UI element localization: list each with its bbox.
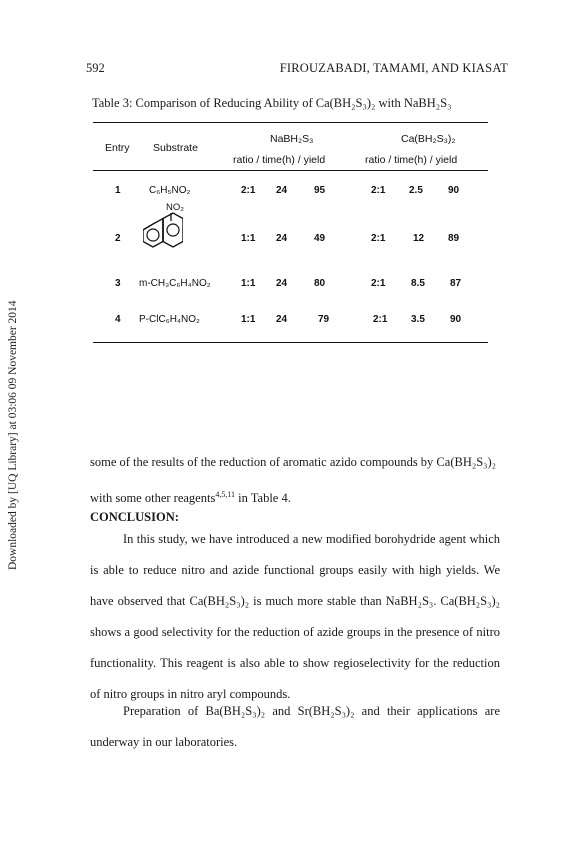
cell-a-ratio: 1:1 <box>241 233 256 244</box>
results-line-2-tail: in Table 4. <box>235 491 291 506</box>
cell-a-yield: 49 <box>314 233 326 244</box>
results-line-2 <box>90 485 500 508</box>
outlook-text: Preparation of Ba(BH₂S₃)₂ and Sr(BH₂S₃)₂ and their applications are underway in our laboratories. <box>90 704 500 749</box>
nitro-substituent-label: NO₂ <box>166 202 184 213</box>
cell-b-ratio: 2:1 <box>371 185 386 196</box>
cell-b-time: 3.5 <box>411 314 425 325</box>
cell-b-ratio: 2:1 <box>373 314 388 325</box>
table-bottom-rule <box>93 342 488 343</box>
page-number: 592 <box>86 61 105 75</box>
reference-superscript: 4,5,11 <box>215 490 236 499</box>
cell-b-time: 12 <box>413 233 425 244</box>
comparison-table <box>93 122 488 344</box>
cell-a-yield: 79 <box>318 314 330 325</box>
cell-b-ratio: 2:1 <box>371 278 386 289</box>
cell-substrate: C₆H₅NO₂ <box>149 185 191 196</box>
conclusion-paragraph <box>90 524 500 710</box>
col-substrate-header: Substrate <box>153 142 198 154</box>
col-entry-header: Entry <box>105 142 130 154</box>
cell-b-yield: 90 <box>450 314 462 325</box>
cell-a-time: 24 <box>276 185 288 196</box>
running-head: FIROUZABADI, TAMAMI, AND KIASAT <box>279 61 508 75</box>
cell-a-ratio: 1:1 <box>241 314 256 325</box>
table-header-rule <box>93 170 488 171</box>
cell-entry: 2 <box>115 233 121 244</box>
cell-substrate: P-ClC₆H₄NO₂ <box>139 314 200 325</box>
table-top-rule <box>93 122 488 123</box>
nitronaphthalene-structure <box>143 210 183 250</box>
cell-b-ratio: 2:1 <box>371 233 386 244</box>
cell-a-yield: 95 <box>314 185 326 196</box>
col-group-b-sub: ratio / time(h) / yield <box>365 154 458 166</box>
results-line-2-text: with some other reagents <box>90 491 216 506</box>
cell-entry: 4 <box>115 314 121 325</box>
results-line-1: some of the results of the reduction of aromatic azido compounds by Ca(BH₂S₃)₂ <box>90 455 497 469</box>
cell-entry: 1 <box>115 185 121 196</box>
table-caption: Table 3: Comparison of Reducing Ability of Ca(BH₂S₃)₂ with NaBH₂S₃ <box>92 96 452 110</box>
cell-a-ratio: 2:1 <box>241 185 256 196</box>
col-group-a-title: NaBH₂S₃ <box>270 133 314 145</box>
cell-substrate: m-CH₃C₆H₄NO₂ <box>139 278 211 289</box>
cell-b-time: 8.5 <box>411 278 425 289</box>
cell-a-yield: 80 <box>314 278 326 289</box>
cell-entry: 3 <box>115 278 121 289</box>
conclusion-text: In this study, we have introduced a new modified borohydride agent which is able to reduce nitro and azide functional groups easily with high yields. We have observed that Ca(BH₂S₃)₂ is much more stable than NaBH₂S₃. Ca(BH₂S₃)₂ shows a good selectivity for the reduction of azide groups in the presence of nitro functionality. This reagent is also able to show regioselectivity for the reduction of nitro groups in nitro aryl compounds. <box>90 532 500 701</box>
cell-b-yield: 90 <box>448 185 460 196</box>
cell-a-time: 24 <box>276 278 288 289</box>
cell-b-time: 2.5 <box>409 185 423 196</box>
outlook-paragraph <box>90 696 500 758</box>
cell-b-yield: 87 <box>450 278 462 289</box>
results-paragraph <box>90 453 500 508</box>
cell-b-yield: 89 <box>448 233 460 244</box>
cell-a-time: 24 <box>276 314 288 325</box>
cell-a-ratio: 1:1 <box>241 278 256 289</box>
conclusion-heading: CONCLUSION: <box>90 510 179 524</box>
cell-a-time: 24 <box>276 233 288 244</box>
col-group-a-sub: ratio / time(h) / yield <box>233 154 326 166</box>
col-group-b-title: Ca(BH₂S₃)₂ <box>401 133 456 145</box>
download-watermark: Downloaded by [UQ Library] at 03:06 09 November 2014 <box>7 300 19 570</box>
